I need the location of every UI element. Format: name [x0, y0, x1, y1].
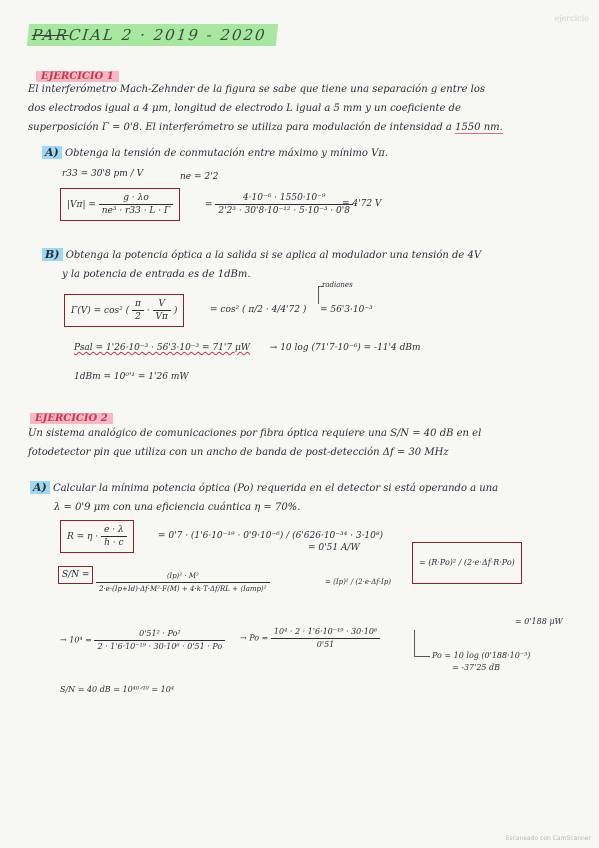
- ex1-b-label: B): [42, 248, 63, 261]
- ex2-po-fraction: [271, 626, 380, 651]
- ex1-statement-line-2: dos electrodos igual a 4 μm, longitud de electrodo L igual a 5 mm y un coeficiente de: [28, 103, 461, 114]
- ex1-vpi-num: g · λo: [99, 192, 173, 205]
- ex2-statement-line-1: Un sistema analógico de comunicaciones por fibra óptica requiere una S/N = 40 dB en el: [28, 428, 482, 439]
- ex1-label: EJERCICIO 1: [36, 71, 119, 82]
- ex1-wavelength: 1550 nm.: [455, 122, 503, 133]
- ex2-sn-num: ⟨Ip⟩² · M²: [96, 570, 270, 583]
- ex1-vpi-result: = 4'72 V: [342, 199, 382, 209]
- ex1-statement-line-3: [28, 118, 503, 137]
- ex1-gamma-substitution: = cos² ( π/2 · 4/4'72 ): [210, 305, 307, 315]
- title-prefix: PAR: [31, 26, 70, 44]
- ex2-r-substitution: = 0'7 · (1'6·10⁻¹⁹ · 0'9·10⁻⁶) / (6'626·10⁻³⁴ · 3·10⁸): [158, 531, 383, 541]
- ex1-radianes-note: radianes: [322, 281, 353, 289]
- ex1-statement-line-1: El interferómetro Mach-Zehnder de la figura se sabe que tiene una separación g entre los: [28, 84, 485, 95]
- ex1-gamma-box: Γ(V) = cos² ( $\frac{\pi}{2}$ · $\frac{V}{V\pi}$ ): [64, 294, 184, 327]
- ex1-vpi-sub-fraction: [215, 192, 353, 217]
- ex1-gamma-frac2-num: V: [153, 298, 171, 311]
- ex2-statement: [28, 424, 481, 462]
- ex2-r-fraction: [101, 524, 127, 549]
- scanner-watermark: Escaneado con CamScanner: [505, 835, 591, 842]
- ex1-radianes-tick: [318, 286, 324, 287]
- ex1-statement-line-3-text: superposición Γ = 0'8. El interferómetro se utiliza para modulación de intensidad a: [28, 122, 452, 133]
- ex1-vpi-sub-den: 2'2³ · 30'8·10⁻¹² · 5·10⁻³ · 0'8: [218, 206, 350, 216]
- ex2-po-num: 10⁴ · 2 · 1'6·10⁻¹⁹ · 30·10⁶: [271, 626, 380, 639]
- ex1-vpi-den: ne³ · r33 · L · Γ: [101, 206, 171, 216]
- ex1-pout-text: Psal = 1'26·10⁻³ · 56'3·10⁻³ = 71'7 μW: [74, 343, 251, 353]
- ex2-sn-lhs-wrap: [58, 566, 93, 584]
- ex2-part-a: [30, 478, 498, 517]
- ex1-part-b: [42, 245, 481, 284]
- title-rest: CIAL 2 · 2019 - 2020: [67, 26, 268, 44]
- ex1-ne: ne = 2'2: [180, 172, 219, 182]
- ex2-step-lhs: → 10⁴ =: [60, 635, 92, 645]
- ex2-po-dbm-2: = -37'25 dB: [452, 663, 501, 672]
- ex1-vpi-box: [60, 188, 180, 221]
- ex1-pout-dbm: → 10 log (71'7·10⁻⁶) = -11'4 dBm: [269, 343, 421, 353]
- ex2-r-num: e · λ: [101, 524, 127, 537]
- ex2-sn-general: [96, 570, 270, 595]
- ex1-gamma-result: = 56'3·10⁻³: [320, 305, 373, 315]
- ex1-gamma-frac1-num: π: [132, 298, 144, 311]
- ex1-dbm-conversion: 1dBm = 10⁰'¹ = 1'26 mW: [74, 372, 189, 382]
- ex1-b-text-1: Obtenga la potencia óptica a la salida si se aplica al modulador una tensión de 4V: [65, 250, 482, 261]
- ex1-gamma-frac2: [153, 298, 171, 323]
- ex2-sn-db: S/N = 40 dB = 10⁴⁰ᐟ¹⁰ = 10⁴: [60, 685, 175, 694]
- ex1-vpi-equation: [60, 188, 180, 221]
- ex1-gamma-frac1: [132, 298, 144, 323]
- ex1-gamma-frac1-den: 2: [135, 312, 141, 322]
- ex1-gamma-lhs: Γ(V) = cos²: [71, 306, 123, 316]
- ex2-step-fraction: [94, 628, 225, 653]
- ex2-sn-final: [412, 542, 522, 584]
- ex1-statement: [28, 80, 503, 137]
- ex2-step-den: 2 · 1'6·10⁻¹⁹ · 30·10⁶ · 0'51 · Po: [97, 642, 223, 651]
- ex1-radianes-bracket: [318, 286, 319, 304]
- ex2-step-num: 0'51² · Po²: [94, 628, 225, 641]
- ex2-sn-den: 2·e·(Ip+Id)·Δf·M²·F(M) + 4·k·T·Δf/RL + ⟨Iamp⟩²: [99, 585, 267, 593]
- ex1-a-text: Obtenga la tensión de conmutación entre máximo y mínimo Vπ.: [64, 148, 389, 159]
- ex2-po-bracket: [414, 630, 415, 656]
- ex1-vpi-fraction: [99, 192, 173, 217]
- ex2-r-equation: [60, 520, 134, 553]
- ex2-sn-final-box: = (R·Po)² / (2·e·Δf·R·Po): [412, 542, 522, 584]
- ex2-a-text-2: λ = 0'9 μm con una eficiencia cuántica η = 70%.: [54, 502, 301, 513]
- ex2-sn-box: [58, 566, 93, 584]
- ex2-po-den: 0'51: [316, 640, 335, 649]
- ex1-vpi-lhs: |Vπ| =: [67, 200, 96, 210]
- ex2-r-box: [60, 520, 134, 553]
- ex2-po-step: [240, 626, 380, 651]
- ex1-r33: r33 = 30'8 pm / V: [62, 169, 144, 179]
- ex2-a-label: A): [30, 481, 50, 494]
- ex1-pout: [74, 342, 421, 354]
- ex2-r-lhs: R = η ·: [67, 532, 99, 542]
- ex1-gamma-frac2-den: Vπ: [155, 312, 168, 322]
- ex2-step-mid: → Po =: [240, 633, 269, 643]
- ex2-statement-line-2: fotodetector pin que utiliza con un ancho de banda de post-detección Δf = 30 MHz: [28, 447, 449, 458]
- ex1-b-text-2: y la potencia de entrada es de 1dBm.: [62, 269, 251, 280]
- ex2-r-den: h · c: [104, 538, 124, 548]
- ex2-sn-fraction: [96, 570, 270, 595]
- ex2-po-dbm-1: Po = 10 log (0'188·10⁻³): [432, 651, 531, 660]
- ex1-vpi-sub-num: 4·10⁻⁶ · 1550·10⁻⁹: [215, 192, 353, 205]
- ex2-a-text-1: Calcular la mínima potencia óptica (Po) requerida en el detector si está operando a una: [52, 483, 499, 494]
- ex2-label: EJERCICIO 2: [30, 413, 113, 424]
- ex2-po-bracket-tick: [414, 656, 430, 657]
- ex2-a-line-1: [30, 478, 498, 498]
- ex2-sn-simplified: = (Ip)² / (2·e·Δf·Ip): [325, 578, 392, 586]
- ex2-po-result: = 0'188 μW: [515, 617, 563, 626]
- page-title: [27, 24, 278, 46]
- ex2-step: [60, 628, 225, 653]
- ex1-b-line-1: [42, 245, 481, 265]
- ex2-label-wrap: [30, 406, 113, 425]
- ex2-r-result: = 0'51 A/W: [308, 543, 360, 553]
- ex1-part-a: [42, 143, 388, 163]
- ex1-gamma-equation: [64, 294, 184, 327]
- ex1-a-label: A): [42, 146, 62, 159]
- corner-mark: ejercicio: [554, 14, 589, 23]
- ex1-vpi-substitution: = $\frac{\text{4·10⁻⁶ · 1550·10⁻⁹}}{\text{2'2³ · 30'8·10⁻¹² · 5·10⁻³ · 0'8}}$: [205, 192, 353, 217]
- ex2-sn-lhs: S/N =: [62, 570, 90, 580]
